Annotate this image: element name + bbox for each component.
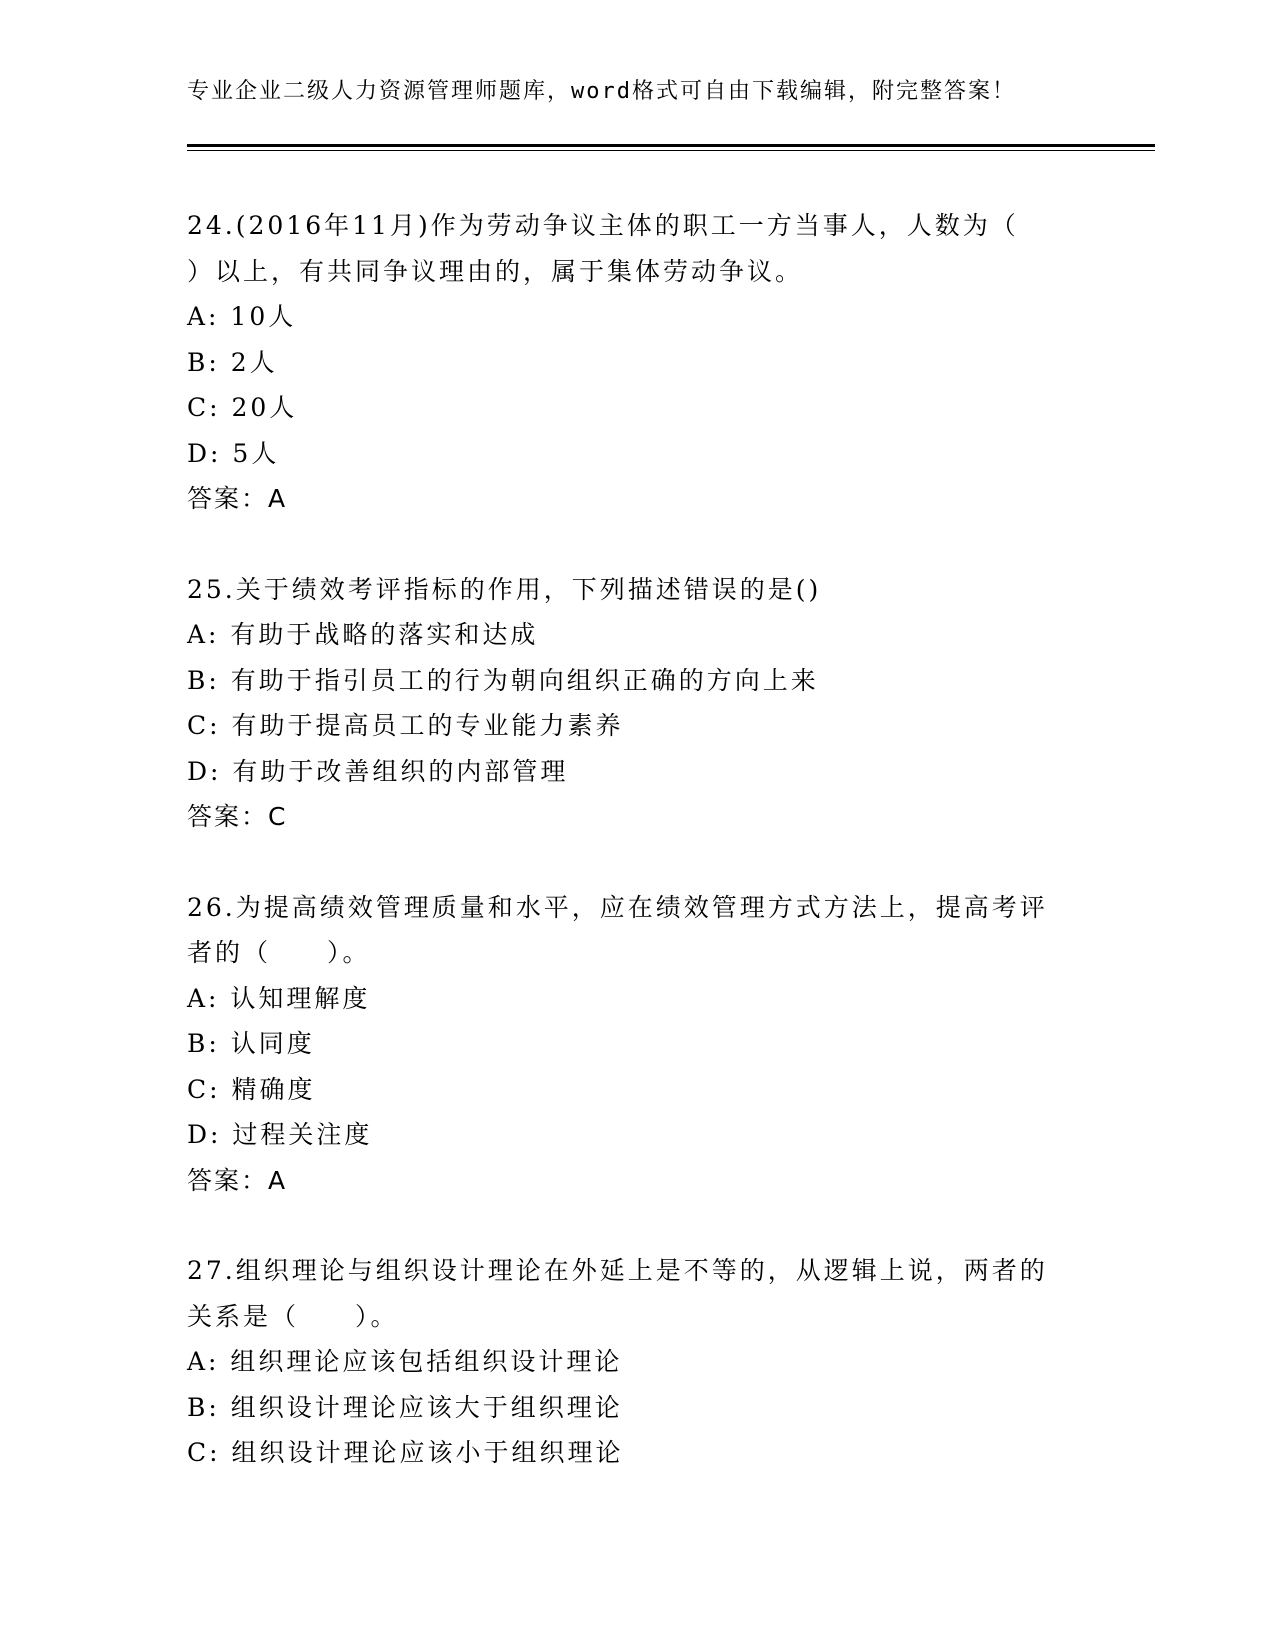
answer-line: 答案：C	[187, 802, 288, 831]
answer-line: 答案：A	[187, 484, 288, 513]
option-b: B: 2人	[187, 347, 278, 377]
question-stem: 关系是（ ）。	[187, 1301, 399, 1331]
question-stem: 24.(2016年11月)作为劳动争议主体的职工一方当事人，人数为（	[187, 211, 1019, 240]
question-25	[187, 567, 1087, 840]
option-d: D: 5人	[187, 438, 280, 468]
option-a: A: 认知理解度	[187, 983, 371, 1013]
question-stem: ）以上，有共同争议理由的，属于集体劳动争议。	[187, 256, 804, 286]
question-stem: 25.关于绩效考评指标的作用，下列描述错误的是()	[187, 574, 822, 604]
option-d: D: 有助于改善组织的内部管理	[187, 756, 569, 786]
question-24	[187, 203, 1087, 522]
answer-line: 答案：A	[187, 1165, 288, 1195]
option-c: C: 精确度	[187, 1074, 316, 1104]
question-27	[187, 1248, 1087, 1476]
question-list	[187, 203, 1087, 1521]
option-b: B: 认同度	[187, 1029, 315, 1058]
header-divider-thick	[187, 144, 1155, 147]
option-a: A: 10人	[187, 302, 297, 331]
header-divider-thin	[187, 150, 1155, 151]
option-c: C: 20人	[187, 393, 298, 422]
option-a: A: 组织理论应该包括组织设计理论	[187, 1347, 623, 1376]
option-d: D: 过程关注度	[187, 1120, 373, 1149]
option-a: A: 有助于战略的落实和达成	[187, 620, 539, 649]
question-26	[187, 885, 1087, 1204]
option-b: B: 组织设计理论应该大于组织理论	[187, 1392, 623, 1422]
page-header: 专业企业二级人力资源管理师题库，word格式可自由下载编辑，附完整答案！	[187, 79, 1016, 104]
question-stem: 27.组织理论与组织设计理论在外延上是不等的，从逻辑上说，两者的	[187, 1256, 1048, 1285]
question-stem: 者的（ ）。	[187, 938, 371, 967]
option-c: C: 组织设计理论应该小于组织理论	[187, 1438, 624, 1467]
option-b: B: 有助于指引员工的行为朝向组织正确的方向上来	[187, 665, 819, 695]
question-stem: 26.为提高绩效管理质量和水平，应在绩效管理方式方法上，提高考评	[187, 892, 1048, 922]
option-c: C: 有助于提高员工的专业能力素养	[187, 711, 624, 740]
